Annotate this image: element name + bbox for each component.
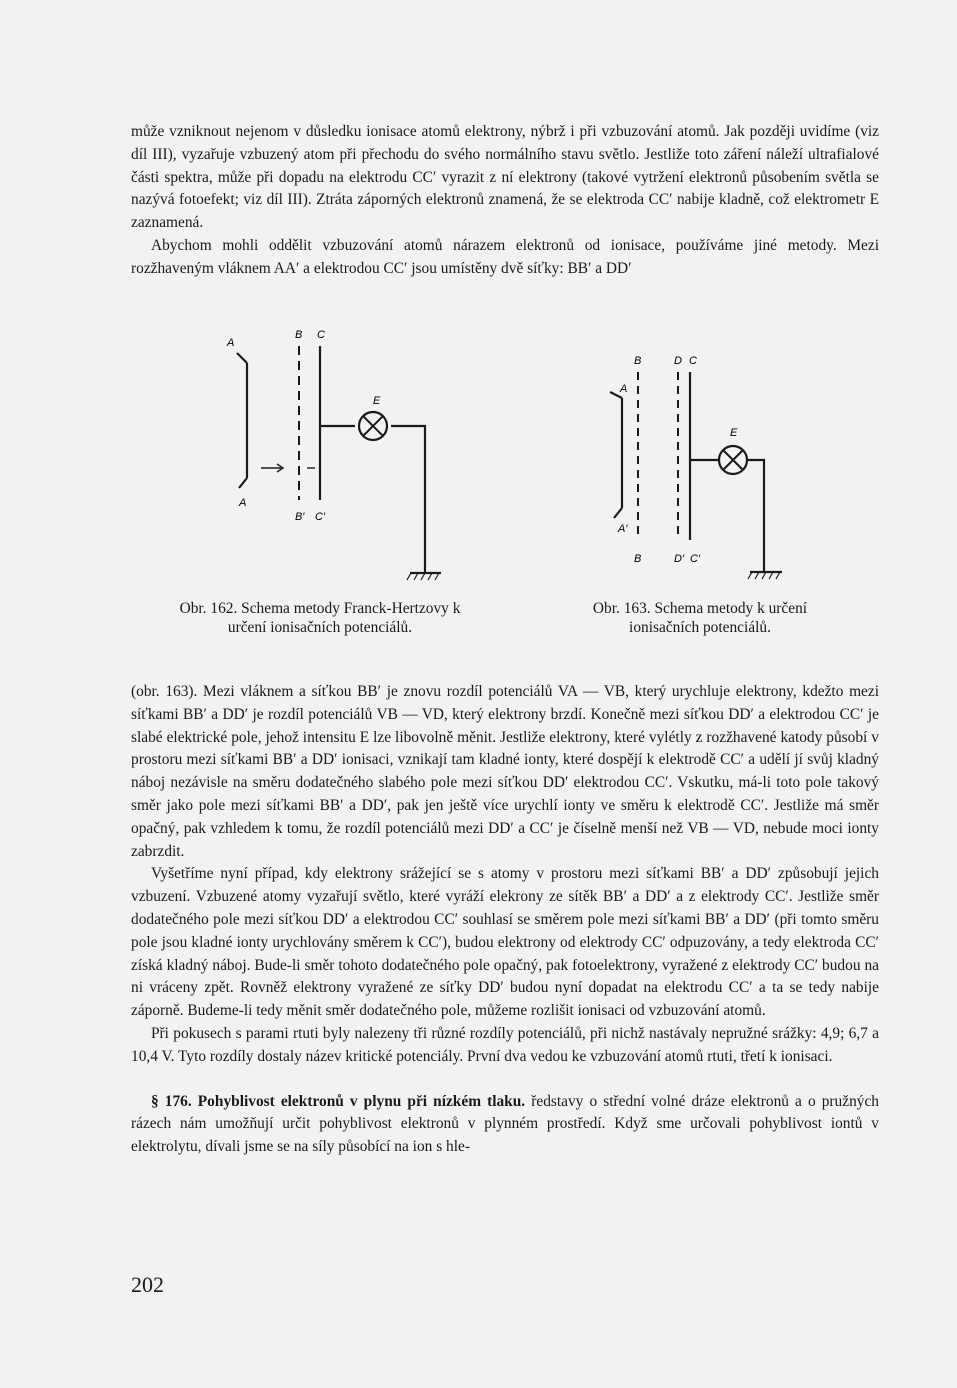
- section-paragraph: [131, 1091, 879, 1159]
- figure-163-caption: Obr. 163. Schema metody k určení ionisačních potenciálů.: [592, 600, 808, 636]
- figure-162-caption: Obr. 162. Schema metody Franck-Hertzovy k určení ionisačních potenciálů.: [179, 600, 461, 636]
- label-d-bottom: D′: [674, 553, 685, 565]
- label-c-top: C: [317, 329, 325, 341]
- page-number: 202: [131, 1272, 164, 1297]
- filament-tip-bottom: [239, 478, 247, 488]
- wire-to-ground: [748, 460, 764, 572]
- label-c-bottom: C′: [315, 511, 326, 523]
- label-b-bottom: B′: [295, 511, 305, 523]
- label-a-bottom: A: [239, 497, 247, 509]
- section-text: ředstavy o střední volné dráze elektronů a o pružných rázech nám umožňují určit pohyblivost elektronů v plynném prostředí. Když sme určovali pohyblivost iontů v elektrolytu, dívali jsme se na síly působící na ion s hle-: [131, 1092, 879, 1156]
- label-a-bottom: A′: [618, 523, 628, 535]
- paragraph: může vzniknout nejenom v důsledku ionisace atomů elektrony, nýbrž i při vzbuzování atomů. Jak později uvidíme (viz díl III), vyzařuje vzbuzený atom při přechodu do svého normálního stavu světlo. Jestliže toto záření náleží ultrafialové části spektra, může při dopadu na elektrodu CC′ vyrazit z ní elektrony (takové vytržení elektronů působením světla se nazývá fotoefekt; viz díl III). Ztráta záporných elektronů znamená, že se elektroda CC′ nabije kladně, což elektrometr E zaznamená.: [131, 123, 879, 232]
- paragraph: (obr. 163). Mezi vláknem a síťkou BB′ je znovu rozdíl potenciálů VA — VB, který urychluje elektrony, kdežto mezi síťkami BB′ a DD′ je rozdíl potenciálů VB — VD, který elektrony brzdí. Konečně mezi síťkou DD′ a elektrodou CC′ je slabé elektrické pole, jehož intensitu E lze libovolně měnit. Jestliže elektrony, které vylétly z rozžhavené katody působí v prostoru mezi síťkami BB′ a DD′ ionisaci, vznikají tam kladné ionty, které dospějí k elektrodě CC′ a udělí jí svůj kladný náboj nezávisle na směru dodatečného slabého pole mezi síťkou DD′ elektrodou CC′. Vskutku, má-li toto pole takový směr jako pole mezi síťkami BB′ a DD′, pak jen ještě více urychlí ionty ve směru k elektrodě CC′. Jestliže má směr opačný, pak vzhledem k tomu, že rozdíl potenciálů mezi DD′ a CC′ je číselně menší než VB — VD, nebude moci ionty zabrzdit.: [131, 683, 879, 860]
- electrometer-symbol: [719, 446, 747, 474]
- label-a-top: A: [227, 337, 235, 349]
- filament-tip-top: [237, 353, 247, 363]
- paragraph: Vyšetříme nyní případ, kdy elektrony srážející se s atomy v prostoru mezi síťkami BB′ a DD′ způsobují jejich vzbuzení. Vzbuzené atomy vyzařují světlo, které vyráží elekrony ze sítěk BB′ a DD′ a z elektrody CC′. Jestliže směr dodatečného pole mezi síťkou DD′ a elektrodou CC′ souhlasí se směrem pole mezi síťkami BB′ a DD′ (při tomto směru pole jsou kladné ionty urychlovány směrem k CC′), budou elektrony od elektrody CC′ odpuzovány, a tedy elektroda CC′ získá kladný náboj. Bude-li směr tohoto dodatečného pole opačný, pak fotoelektrony, vyražené z elektrody CC′ budou na ni vráceny zpět. Rovněž elektrony vyražené ze síťky DD′ budou nyní dopadat na elektrodu CC′ a ta se tedy nabije záporně. Budeme-li tedy měnit směr dodatečného pole, můžeme rozlišit ionisaci od vzbuzování atomů.: [131, 865, 879, 1020]
- paragraph: Při pokusech s parami rtuti byly nalezeny tři různé rozdíly potenciálů, při nichž nastávaly nepružné srážky: 4,9; 6,7 a 10,4 V. Tyto rozdíly dostaly název kritické potenciály. První dva vedou ke vzbuzování atomů rtuti, třetí k ionisaci.: [131, 1024, 879, 1065]
- wire-to-ground: [391, 426, 425, 573]
- middle-text-block: [131, 681, 879, 1159]
- paragraph: Abychom mohli oddělit vzbuzování atomů nárazem elektronů od ionisace, používáme jiné metody. Mezi rozžhaveným vláknem AA′ a elektrodou CC′ jsou umístěny dvě síťky: BB′ a DD′: [131, 236, 879, 277]
- label-e: E: [373, 395, 381, 407]
- section-heading: § 176. Pohyblivost elektronů v plynu při nízkém tlaku.: [151, 1092, 526, 1110]
- electrometer-symbol: [359, 412, 387, 440]
- label-d-top: D: [674, 355, 682, 367]
- label-e: E: [730, 427, 738, 439]
- filament-tip-bottom: [614, 508, 622, 518]
- label-c-bottom: C′: [690, 553, 701, 565]
- top-text-block: [131, 121, 879, 281]
- figure-163-diagram: [590, 340, 810, 590]
- figure-162-diagram: [215, 318, 465, 588]
- label-b-top: B: [634, 355, 642, 367]
- label-c-top: C: [689, 355, 697, 367]
- label-b-bottom: B: [634, 553, 642, 565]
- label-a-top: A: [620, 383, 628, 395]
- label-b-top: B: [295, 329, 303, 341]
